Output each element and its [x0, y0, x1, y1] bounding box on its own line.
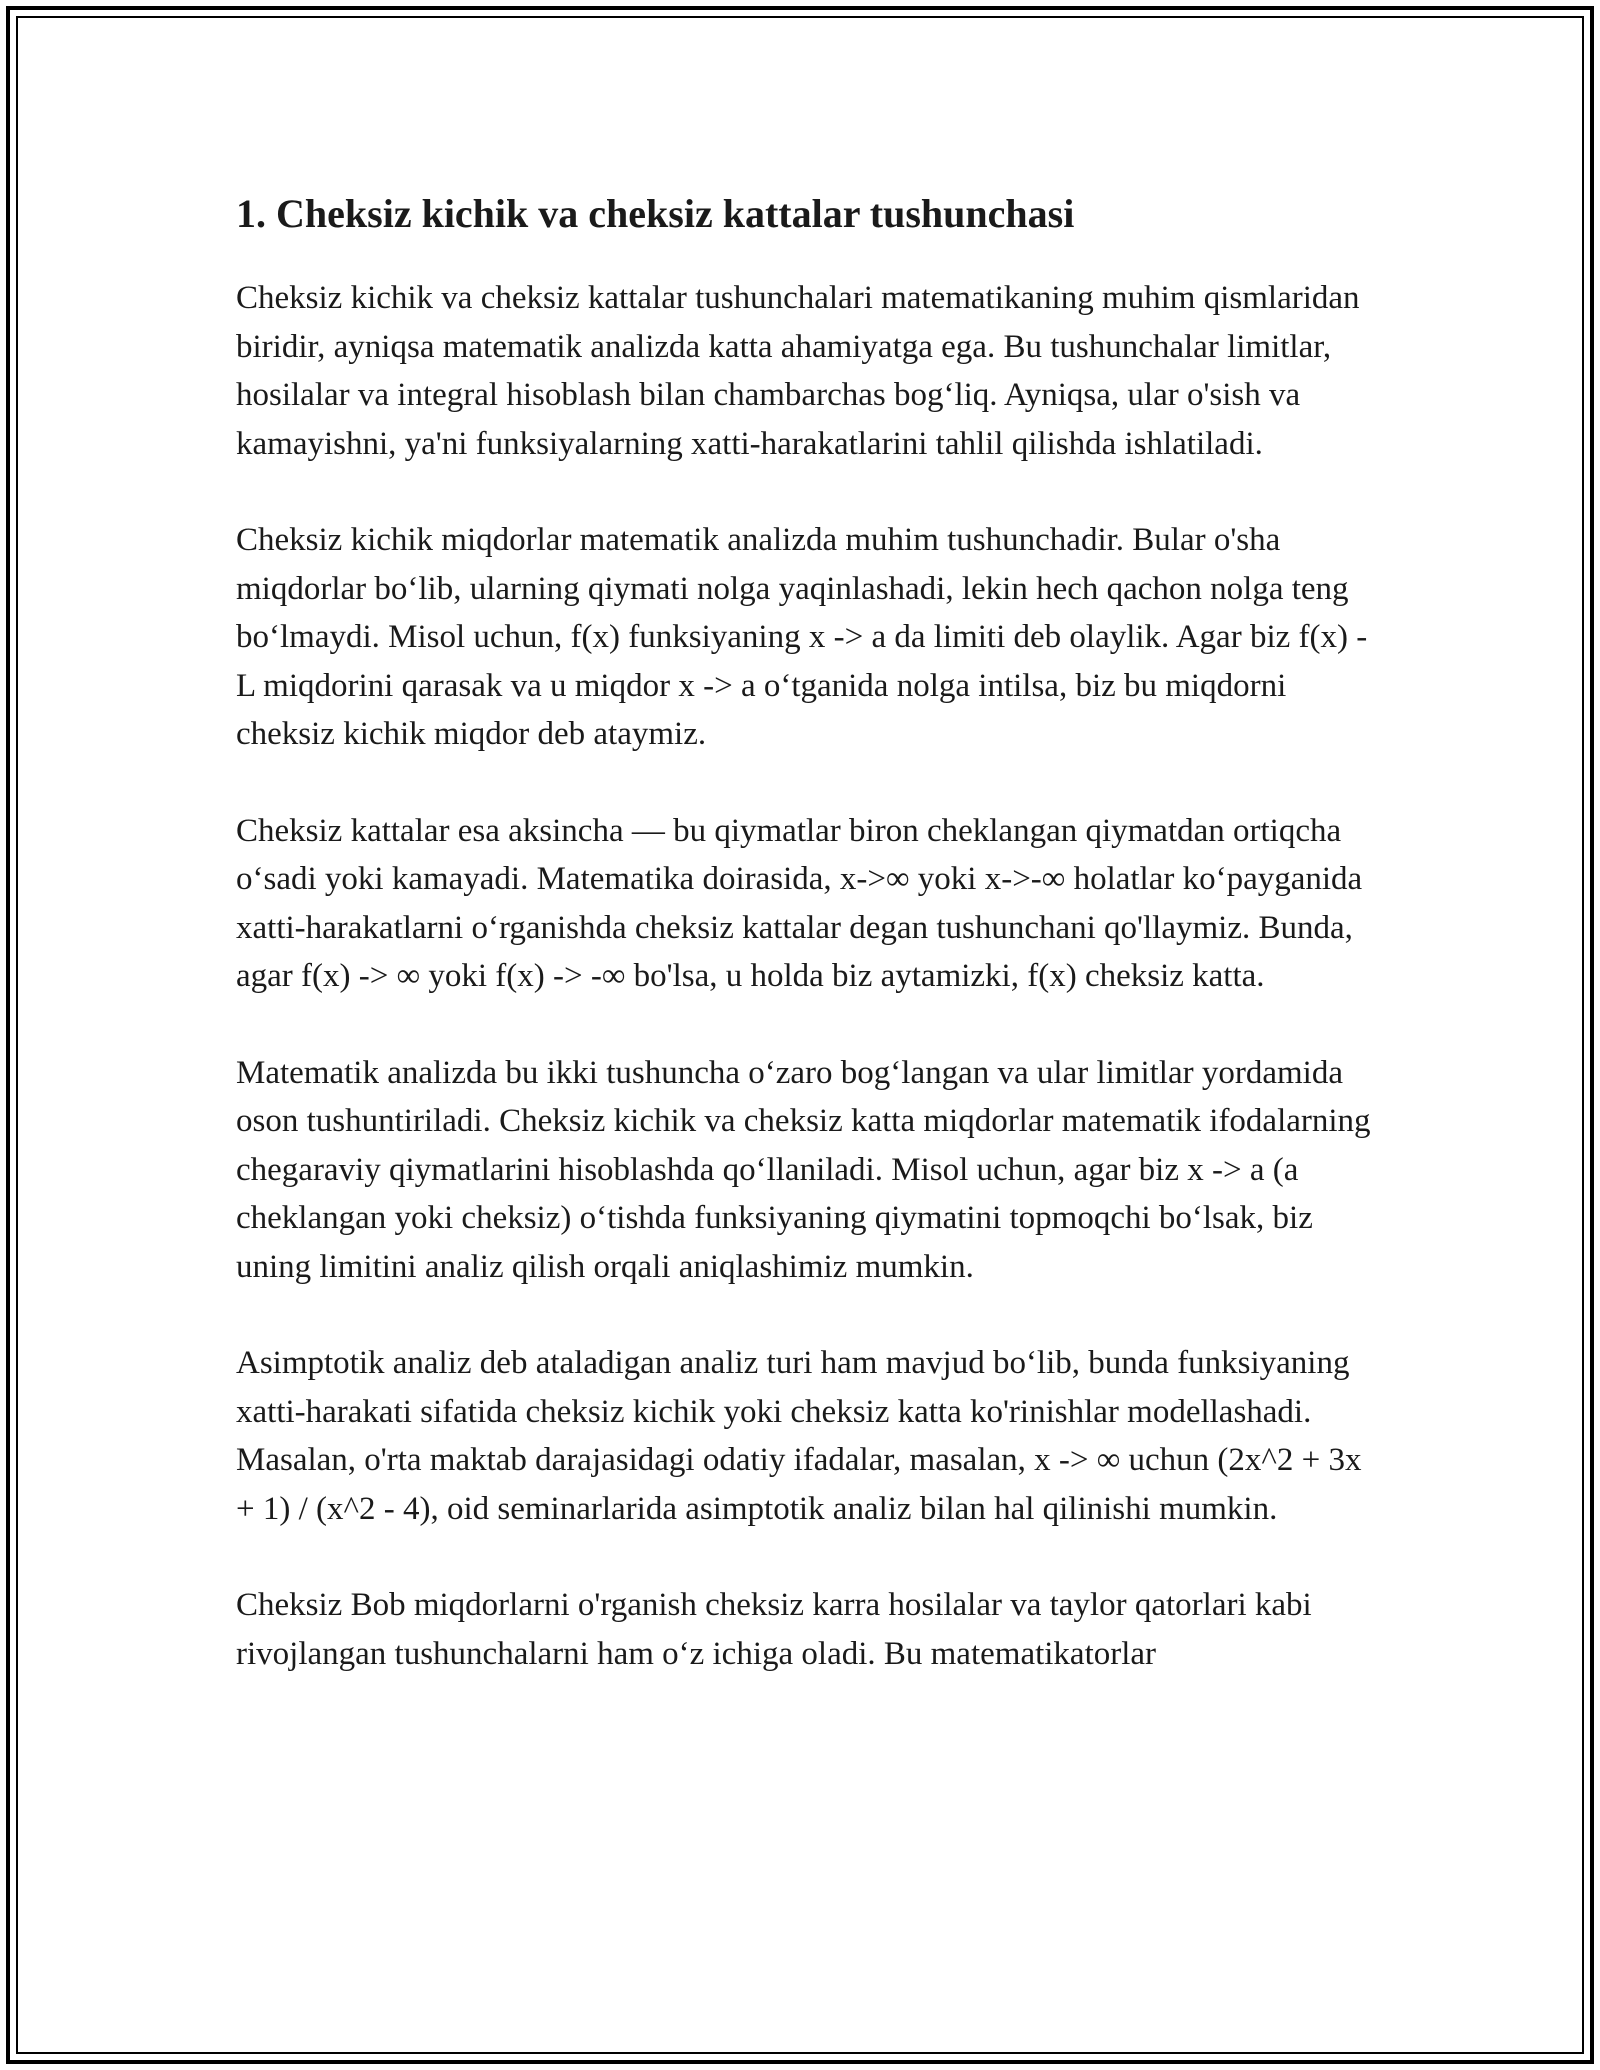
paragraph-2: Cheksiz kichik miqdorlar matematik analizda muhim tushunchadir. Bular o'sha miqdorlar bo‘lib, ularning qiymati nolga yaqinlashadi, lekin hech qachon nolga teng bo‘lmaydi. Misol uchun, f(x) funksiyaning x -> a da limiti deb olaylik. Agar biz f(x) - L miqdorini qarasak va u miqdor x -> a o‘tganida nolga intilsa, biz bu miqdorni cheksiz kichik miqdor deb ataymiz. — [236, 522, 1368, 752]
paragraph-1: Cheksiz kichik va cheksiz kattalar tushunchalari matematikaning muhim qismlaridan biridir, ayniqsa matematik analizda katta ahamiyatga ega. Bu tushunchalar limitlar, hosilalar va integral hisoblash bilan chambarchas bog‘liq. Ayniqsa, ular o'sish va kamayishni, ya'ni funksiyalarning xatti-harakatlarini tahlil qilishda ishlatiladi. — [236, 280, 1360, 462]
paragraph-6: Cheksiz Bob miqdorlarni o'rganish cheksiz karra hosilalar va taylor qatorlari kabi rivojlangan tushunchalarni ham o‘z ichiga oladi. Bu matematikatorlar — [236, 1587, 1312, 1672]
paragraph-4: Matematik analizda bu ikki tushuncha o‘zaro bog‘langan va ular limitlar yordamida oson tushuntiriladi. Cheksiz kichik va cheksiz katta miqdorlar matematik ifodalarning chegaraviy qiymatlarini hisoblashda qo‘llaniladi. Misol uchun, agar biz x -> a (a cheklangan yoki cheksiz) o‘tishda funksiyaning qiymatini topmoqchi bo‘lsak, biz uning limitini analiz qilish orqali aniqlashimiz mumkin. — [236, 1054, 1371, 1285]
section-heading: 1. Cheksiz kichik va cheksiz kattalar tushunchasi — [236, 191, 1075, 236]
paragraph-3: Cheksiz kattalar esa aksincha — bu qiymatlar biron cheklangan qiymatdan ortiqcha o‘sadi yoki kamayadi. Matematika doirasida, x->∞ yoki x->-∞ holatlar ko‘payganida xatti-harakatlarni o‘rganishda cheksiz kattalar degan tushunchani qo'llaymiz. Bunda, agar f(x) -> ∞ yoki f(x) -> -∞ bo'lsa, u holda biz aytamizki, f(x) cheksiz katta. — [236, 812, 1363, 994]
document-body — [236, 186, 1382, 1726]
paragraph-5: Asimptotik analiz deb ataladigan analiz turi ham mavjud bo‘lib, bunda funksiyaning xatti-harakati sifatida cheksiz kichik yoki cheksiz katta ko'rinishlar modellashadi. Masalan, o'rta maktab darajasidagi odatiy ifadalar, masalan, x -> ∞ uchun (2x^2 + 3x + 1) / (x^2 - 4), oid seminarlarida asimptotik analiz bilan hal qilinishi mumkin. — [236, 1345, 1362, 1527]
